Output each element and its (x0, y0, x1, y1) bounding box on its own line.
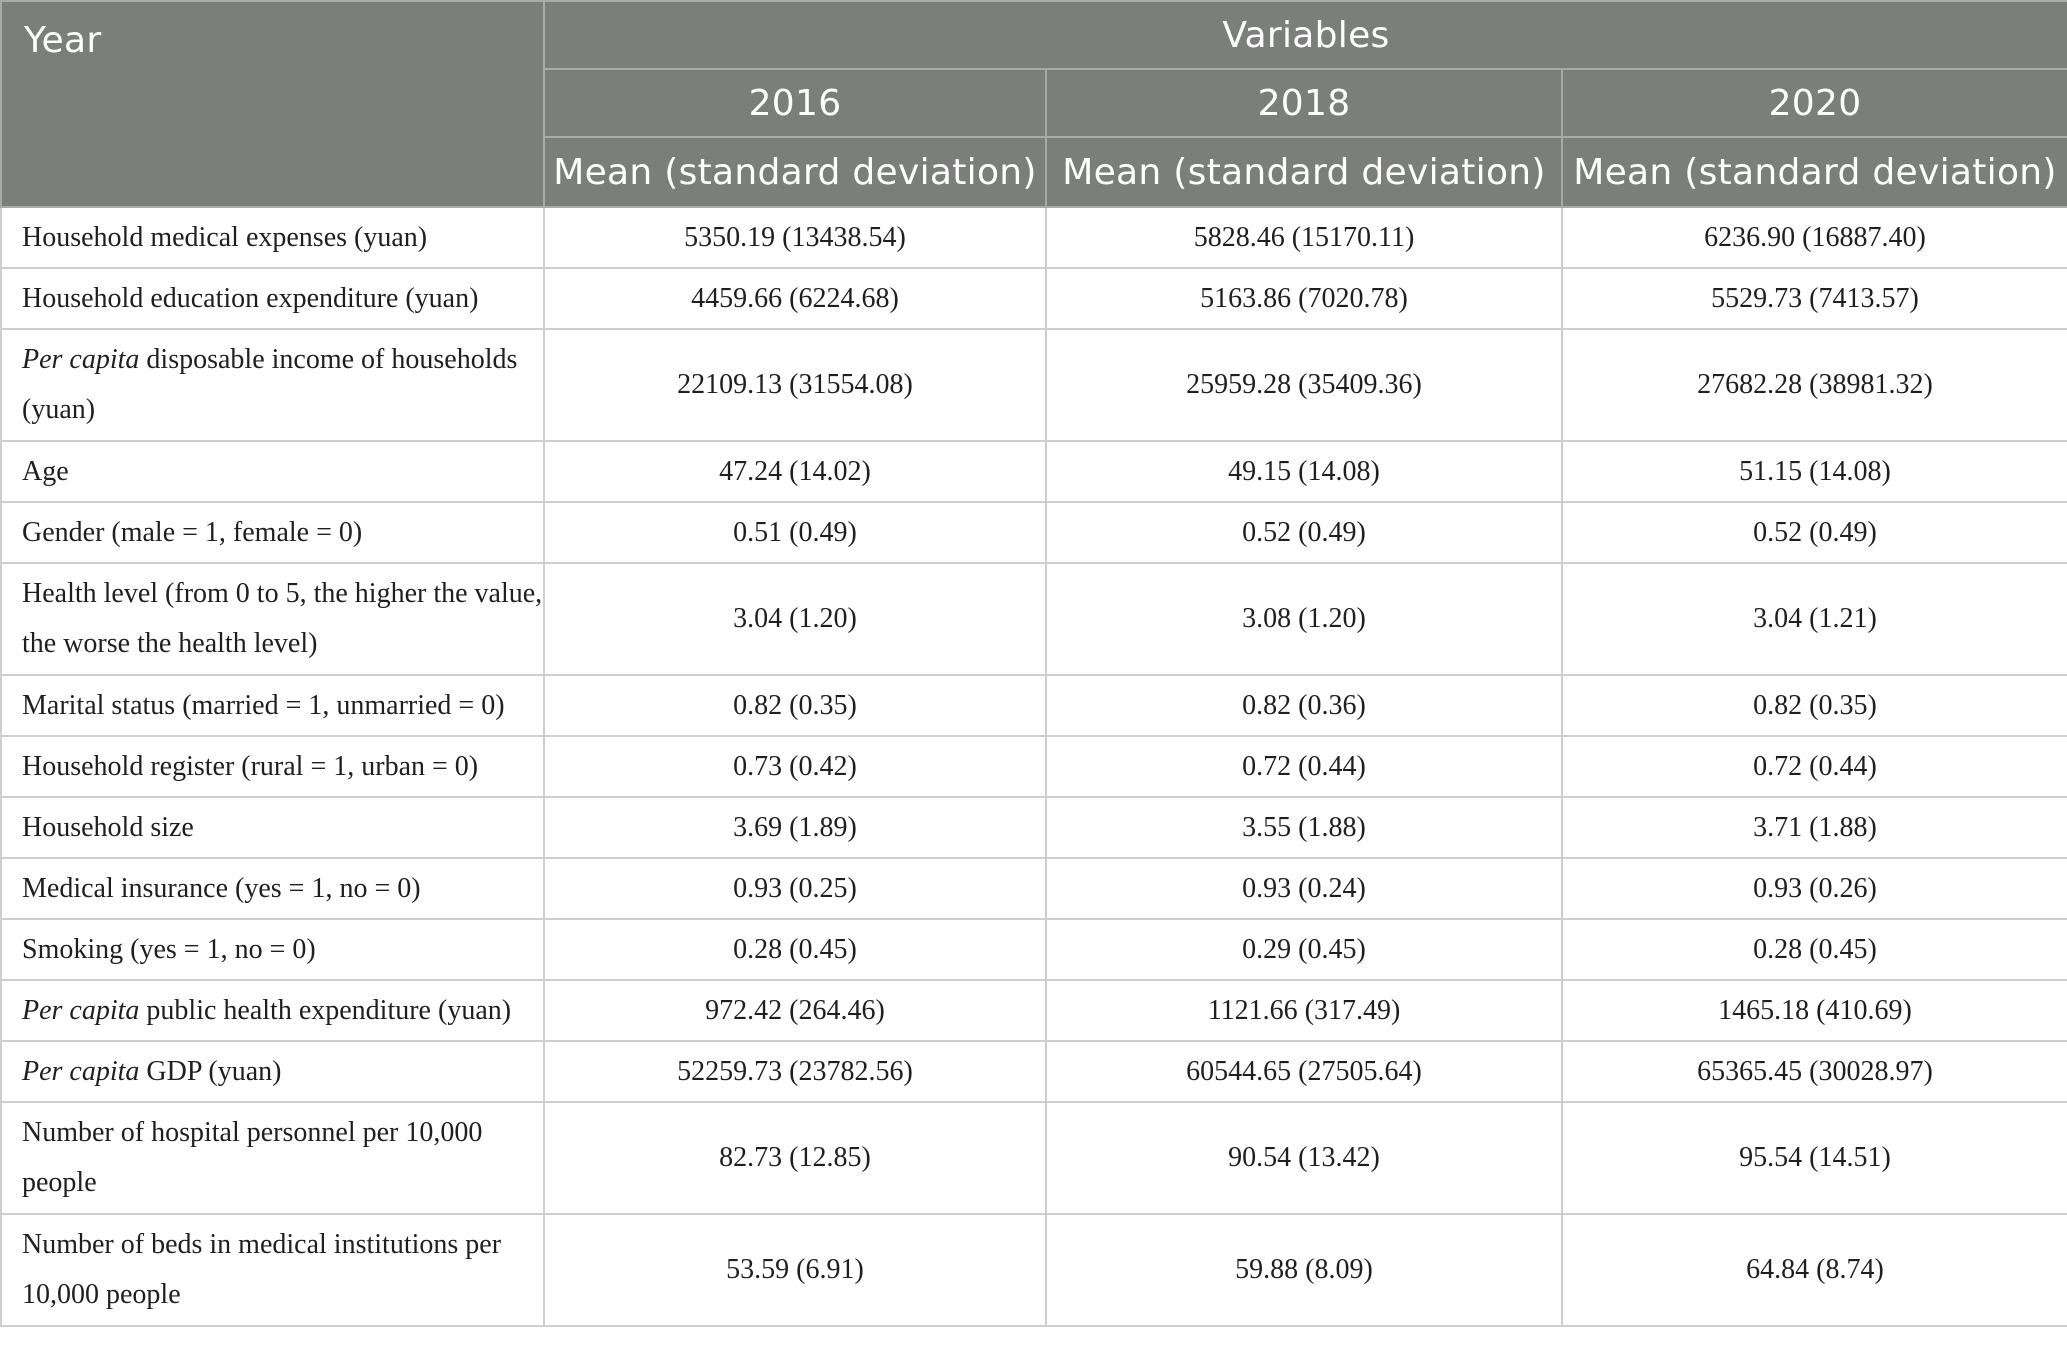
cell-value: 22109.13 (31554.08) (544, 329, 1046, 441)
table-row (1, 268, 2067, 329)
table-row (1, 1102, 2067, 1214)
cell-value: 3.69 (1.89) (544, 797, 1046, 858)
table-row (1, 207, 2067, 268)
cell-value: 0.72 (0.44) (1046, 736, 1562, 797)
row-label: Medical insurance (yes = 1, no = 0) (1, 858, 544, 919)
cell-value: 3.04 (1.21) (1562, 563, 2067, 675)
cell-value: 82.73 (12.85) (544, 1102, 1046, 1214)
cell-value: 1465.18 (410.69) (1562, 980, 2067, 1041)
cell-value: 6236.90 (16887.40) (1562, 207, 2067, 268)
cell-value: 5529.73 (7413.57) (1562, 268, 2067, 329)
cell-value: 90.54 (13.42) (1046, 1102, 1562, 1214)
cell-value: 25959.28 (35409.36) (1046, 329, 1562, 441)
cell-value: 49.15 (14.08) (1046, 441, 1562, 502)
cell-value: 3.71 (1.88) (1562, 797, 2067, 858)
cell-value: 0.82 (0.35) (1562, 675, 2067, 736)
row-label: Age (1, 441, 544, 502)
cell-value: 65365.45 (30028.97) (1562, 1041, 2067, 1102)
year-header: Year (1, 1, 544, 207)
cell-value: 0.93 (0.24) (1046, 858, 1562, 919)
cell-value: 3.08 (1.20) (1046, 563, 1562, 675)
cell-value: 0.52 (0.49) (1562, 502, 2067, 563)
cell-value: 0.52 (0.49) (1046, 502, 1562, 563)
table-row (1, 980, 2067, 1041)
cell-value: 0.82 (0.35) (544, 675, 1046, 736)
row-label: Household medical expenses (yuan) (1, 207, 544, 268)
table-row (1, 858, 2067, 919)
year-column-header: 2020 (1562, 69, 2067, 137)
cell-value: 3.55 (1.88) (1046, 797, 1562, 858)
table-row (1, 1214, 2067, 1326)
row-label: Marital status (married = 1, unmarried = 0) (1, 675, 544, 736)
table-row (1, 797, 2067, 858)
cell-value: 27682.28 (38981.32) (1562, 329, 2067, 441)
cell-value: 5350.19 (13438.54) (544, 207, 1046, 268)
table-body (1, 207, 2067, 1326)
cell-value: 95.54 (14.51) (1562, 1102, 2067, 1214)
row-label: Per capita public health expenditure (yuan) (1, 980, 544, 1041)
cell-value: 47.24 (14.02) (544, 441, 1046, 502)
cell-value: 4459.66 (6224.68) (544, 268, 1046, 329)
cell-value: 64.84 (8.74) (1562, 1214, 2067, 1326)
row-label: Smoking (yes = 1, no = 0) (1, 919, 544, 980)
cell-value: 0.72 (0.44) (1562, 736, 2067, 797)
table-row (1, 502, 2067, 563)
stat-subheader: Mean (standard deviation) (1046, 137, 1562, 207)
table-row (1, 1041, 2067, 1102)
row-label: Household size (1, 797, 544, 858)
cell-value: 0.29 (0.45) (1046, 919, 1562, 980)
cell-value: 53.59 (6.91) (544, 1214, 1046, 1326)
table-row (1, 441, 2067, 502)
cell-value: 0.93 (0.25) (544, 858, 1046, 919)
cell-value: 5163.86 (7020.78) (1046, 268, 1562, 329)
table-row (1, 736, 2067, 797)
cell-value: 5828.46 (15170.11) (1046, 207, 1562, 268)
cell-value: 0.28 (0.45) (544, 919, 1046, 980)
table-row (1, 919, 2067, 980)
cell-value: 0.28 (0.45) (1562, 919, 2067, 980)
row-label: Household register (rural = 1, urban = 0) (1, 736, 544, 797)
row-label: Number of hospital personnel per 10,000 people (1, 1102, 544, 1214)
table-header (1, 1, 2067, 207)
cell-value: 0.51 (0.49) (544, 502, 1046, 563)
variables-header: Variables (544, 1, 2067, 69)
cell-value: 0.93 (0.26) (1562, 858, 2067, 919)
cell-value: 0.82 (0.36) (1046, 675, 1562, 736)
cell-value: 51.15 (14.08) (1562, 441, 2067, 502)
row-label: Number of beds in medical institutions per 10,000 people (1, 1214, 544, 1326)
cell-value: 3.04 (1.20) (544, 563, 1046, 675)
cell-value: 59.88 (8.09) (1046, 1214, 1562, 1326)
table-row (1, 675, 2067, 736)
stat-subheader: Mean (standard deviation) (1562, 137, 2067, 207)
cell-value: 60544.65 (27505.64) (1046, 1041, 1562, 1102)
row-label: Gender (male = 1, female = 0) (1, 502, 544, 563)
row-label: Household education expenditure (yuan) (1, 268, 544, 329)
table-row (1, 563, 2067, 675)
row-label: Health level (from 0 to 5, the higher the value, the worse the health level) (1, 563, 544, 675)
cell-value: 0.73 (0.42) (544, 736, 1046, 797)
row-label: Per capita GDP (yuan) (1, 1041, 544, 1102)
row-label: Per capita disposable income of households (yuan) (1, 329, 544, 441)
table-row (1, 329, 2067, 441)
year-column-header: 2016 (544, 69, 1046, 137)
stat-subheader: Mean (standard deviation) (544, 137, 1046, 207)
cell-value: 52259.73 (23782.56) (544, 1041, 1046, 1102)
cell-value: 972.42 (264.46) (544, 980, 1046, 1041)
year-column-header: 2018 (1046, 69, 1562, 137)
cell-value: 1121.66 (317.49) (1046, 980, 1562, 1041)
